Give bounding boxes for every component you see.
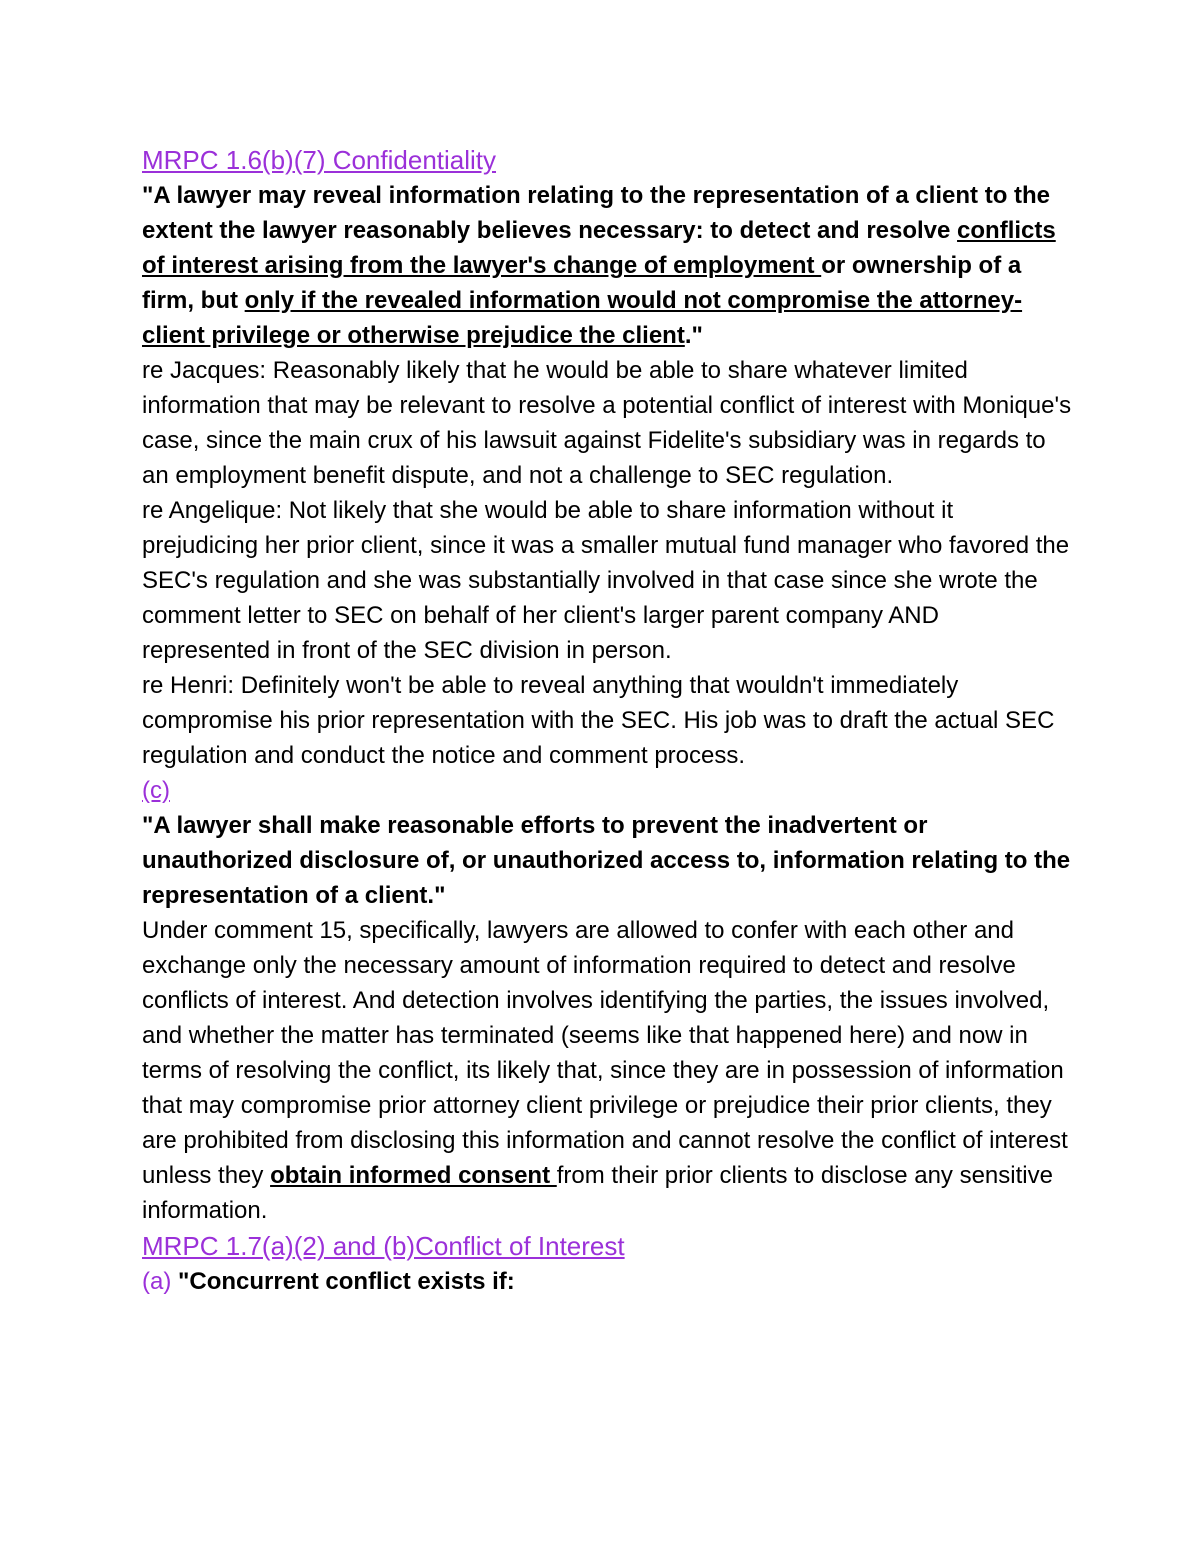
quote-text: or ownership of a firm, but [142,252,1022,314]
analysis-angelique: re Angelique: Not likely that she would be able to share information without it prejudicing her prior client, since it was a smaller mutual fund manager who favored the SEC's regulation and she was substantially involved in that case since she wrote the comment letter to SEC on behalf of her client's larger parent company AND represented in front of the SEC division in person. [142,497,1070,664]
analysis-jacques: re Jacques: Reasonably likely that he would be able to share whatever limited information that may be relevant to resolve a potential conflict of interest with Monique's case, since the main crux of his lawsuit against Fidelite's subsidiary was in regards to an employment benefit dispute, and not a challenge to SEC regulation. [142,357,1072,489]
comment-text: Under comment 15, specifically, lawyers are allowed to confer with each other and exchange only the necessary amount of information required to detect and resolve conflicts of interest. And detection involves identifying the parties, the issues involved, and whether the matter has terminated (seems like that happened here) and now in terms of resolving the conflict, its likely that, since they are in possession of information that may compromise prior attorney client privilege or prejudice their prior clients, they are prohibited from disclosing this information and cannot resolve the conflict of interest unless they [142,917,1068,1189]
subsection-a-label: (a) [142,1268,172,1295]
informed-consent-emphasis: obtain informed consent [270,1162,557,1189]
document-page [142,142,1072,1299]
quote-underlined-only-if: only if the revealed information would not compromise the attorney-client privilege or otherwise prejudice the client [142,287,1023,349]
quote-underlined-conflicts: conflicts of interest arising from the lawyer's change of employment [142,217,1056,279]
analysis-henri: re Henri: Definitely won't be able to reveal anything that wouldn't immediately compromise his prior representation with the SEC. His job was to draft the actual SEC regulation and conduct the notice and comment process. [142,672,1055,769]
rule-quote-1-7-a [142,1264,1072,1299]
rule-quote-1-6-b-7 [142,178,1072,353]
heading-mrpc-1-6: MRPC 1.6(b)(7) Confidentiality [142,145,497,175]
quote-text: "Concurrent conflict exists if: [171,1268,515,1295]
heading-mrpc-1-7: MRPC 1.7(a)(2) and (b)Conflict of Interest [142,1231,625,1261]
quote-text: ." [684,322,703,349]
comment-text: from their prior clients to disclose any sensitive information. [142,1162,1053,1224]
quote-text: "A lawyer may reveal information relating to the representation of a client to the extent the lawyer reasonably believes necessary: to detect and resolve [142,182,1051,244]
subsection-c-label: (c) [142,777,170,804]
comment-15-analysis [142,913,1072,1228]
rule-quote-c: "A lawyer shall make reasonable efforts to prevent the inadvertent or unauthorized disclosure of, or unauthorized access to, information relating to the representation of a client." [142,812,1071,909]
